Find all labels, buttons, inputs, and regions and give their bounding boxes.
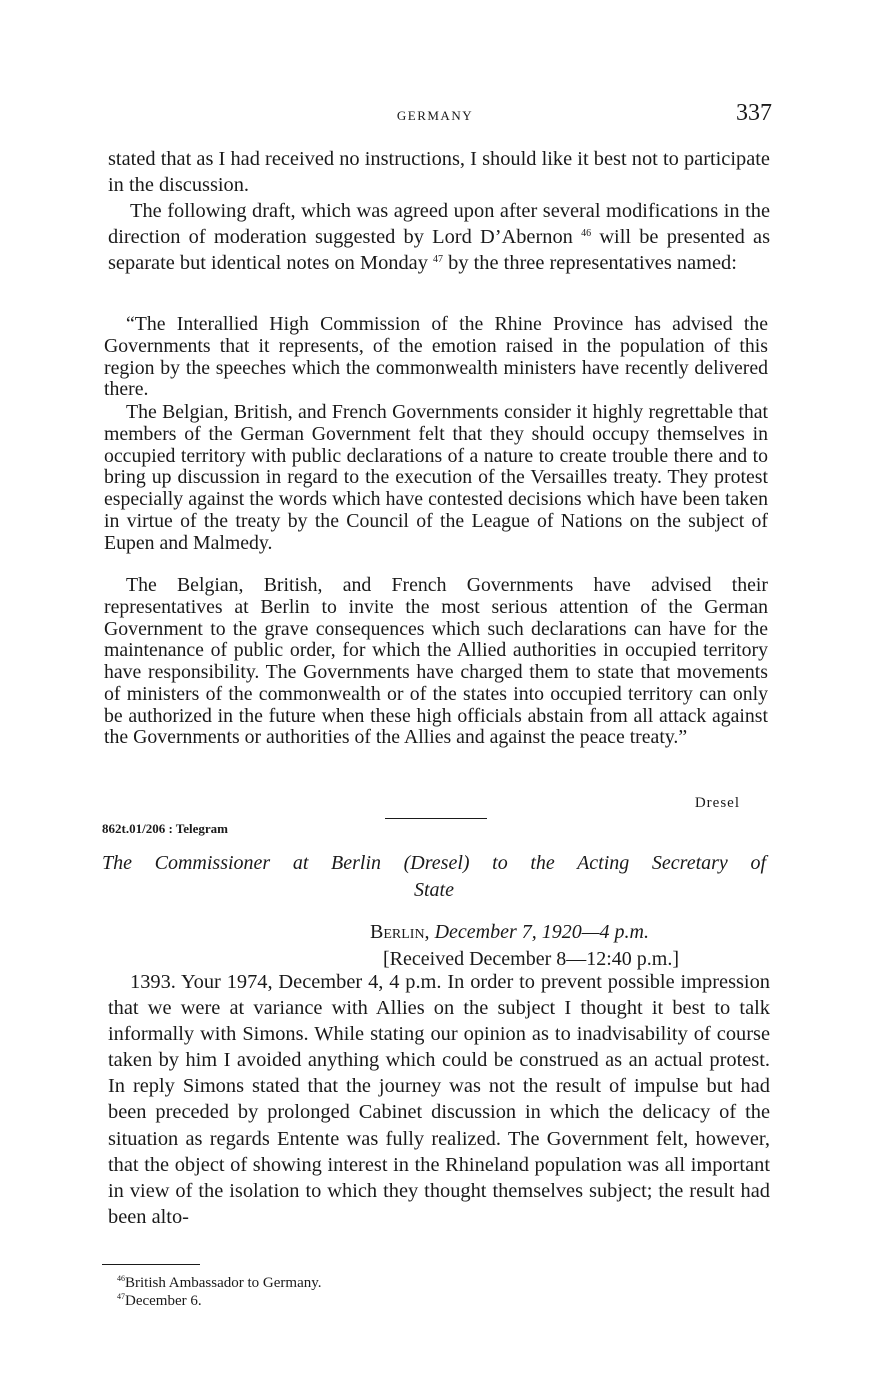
page-number: 337 xyxy=(736,100,772,126)
draft-intro-text-3: by the three representatives named: xyxy=(448,252,737,275)
paragraph-continuation: stated that as I had received no instructions, I should like it best not to participate in the discussion. xyxy=(108,148,770,197)
footnote-46-text: British Ambassador to Germany. xyxy=(125,1275,322,1291)
dateline-place: Berlin, xyxy=(370,921,430,943)
footnote-ref-46: 46 xyxy=(581,228,592,240)
footnote-divider xyxy=(102,1264,200,1265)
section-divider xyxy=(385,818,487,819)
draft-intro-text-2: will be presented as separate but identical notes on Monday xyxy=(108,226,771,275)
file-reference: 862t.01/206 : Telegram xyxy=(102,821,229,836)
dateline xyxy=(370,919,649,946)
document-heading xyxy=(102,850,766,904)
draft-paragraph-2: The Belgian, British, and French Governments consider it highly regrettable that members of the German Government felt that they should occupy themselves in occupied territory with public declarations of a nature to create trouble there and to bring up discussion in regard to the execution of the Versailles treaty. They protest especially against the words which have contested decisions which have been taken in virtue of the treaty by the Council of the League of Nations on the subject of Eupen and Malmedy. xyxy=(104,401,768,554)
footnote-ref-47: 47 xyxy=(433,254,444,266)
received-line: [Received December 8—12:40 p.m.] xyxy=(383,948,680,970)
draft-intro-text-1: The following draft, which was agreed upon after several modifications in the direction of moderation suggested by Lord D’Abernon xyxy=(108,200,770,249)
telegram-body: 1393. Your 1974, December 4, 4 p.m. In order to prevent possible impression that we were at variance with Allies on the subject I thought it best to talk informally with Simons. While stating our opinion as to inadvisability of course taken by him I avoided anything which could be construed as an actual protest. In reply Simons stated that the journey was not the result of impulse but had been preceded by prolonged Cabinet discussion in which the delicacy of the situation as regards Entente was fully realized. The Government felt, however, that the object of showing interest in the Rhineland population was all important in view of the isolation to which they thought themselves subject; the result had been alto- xyxy=(108,971,770,1228)
footnote-46 xyxy=(117,1275,322,1292)
paragraph-draft-intro xyxy=(108,198,770,276)
draft-paragraph-1: “The Interallied High Commission of the Rhine Province has advised the Governments that it represents, of the emotion raised in the population of this region by the speeches which the commonwealth ministers have recently delivered there. xyxy=(104,313,768,401)
footnote-46-marker: 46 xyxy=(117,1274,125,1283)
document-heading-line-2: State xyxy=(414,879,454,901)
document-heading-line-1: The Commissioner at Berlin (Dresel) to the Acting Secretary of xyxy=(102,852,766,874)
signature: Dresel xyxy=(694,795,740,811)
running-head-title: GERMANY xyxy=(396,108,474,123)
running-head xyxy=(0,100,870,134)
footnote-47-marker: 47 xyxy=(117,1292,125,1301)
draft-paragraph-3: The Belgian, British, and French Governments have advised their representatives at Berlin to invite the most serious attention of the German Government to the grave consequences which such declarations can have for the maintenance of public order, for which the Allied authorities in occupied territory have responsibility. The Governments have charged them to state that movements of ministers of the commonwealth or of the states into occupied territory can only be authorized in the future when these high officials abstain from all attack against the Governments or authorities of the Allies and against the peace treaty.” xyxy=(104,574,768,749)
footnote-47-text: December 6. xyxy=(125,1293,202,1309)
footnote-47 xyxy=(117,1293,202,1310)
dateline-date: December 7, 1920—4 p.m. xyxy=(434,921,649,943)
